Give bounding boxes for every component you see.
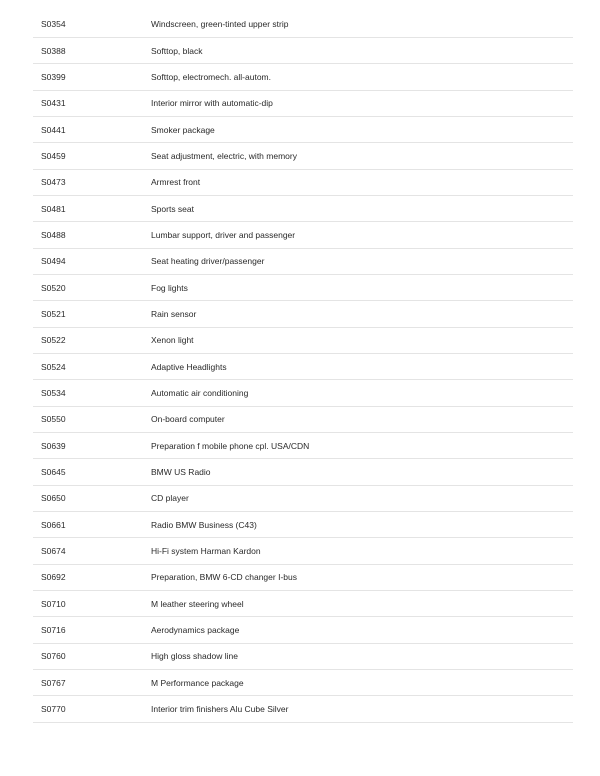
option-code: S0710: [41, 598, 66, 609]
option-code: S0473: [41, 177, 66, 188]
table-row: [33, 327, 573, 353]
option-description: Hi-Fi system Harman Kardon: [151, 546, 261, 557]
table-row: [33, 90, 573, 116]
option-description: Seat adjustment, electric, with memory: [151, 150, 297, 161]
option-code: S0760: [41, 651, 66, 662]
option-code: S0770: [41, 704, 66, 715]
option-code: S0674: [41, 546, 66, 557]
option-description: Aerodynamics package: [151, 625, 240, 636]
option-code: S0716: [41, 625, 66, 636]
option-code: S0431: [41, 98, 66, 109]
option-code: S0767: [41, 677, 66, 688]
table-row: [33, 301, 573, 327]
option-code: S0522: [41, 335, 66, 346]
option-code: S0521: [41, 308, 66, 319]
option-description: High gloss shadow line: [151, 651, 238, 662]
option-code: S0488: [41, 229, 66, 240]
option-description: Armrest front: [151, 177, 201, 188]
table-row: [33, 696, 573, 722]
table-row: [33, 222, 573, 248]
option-code: S0399: [41, 71, 66, 82]
option-code: S0388: [41, 45, 66, 56]
table-row: [33, 670, 573, 696]
table-row: [33, 274, 573, 300]
option-description: Rain sensor: [151, 308, 197, 319]
table-row: [33, 406, 573, 432]
option-description: Sports seat: [151, 203, 194, 214]
option-code: S0481: [41, 203, 66, 214]
option-code: S0639: [41, 440, 66, 451]
option-description: Fog lights: [151, 282, 188, 293]
option-code: S0441: [41, 124, 66, 135]
option-description: Interior mirror with automatic-dip: [151, 98, 273, 109]
table-row: [33, 248, 573, 274]
options-table: [33, 11, 573, 723]
option-description: Lumbar support, driver and passenger: [151, 229, 296, 240]
table-row: [33, 617, 573, 643]
table-row: [33, 643, 573, 669]
table-row: [33, 433, 573, 459]
option-code: S0459: [41, 150, 66, 161]
table-row: [33, 564, 573, 590]
option-code: S0692: [41, 572, 66, 583]
table-row: [33, 512, 573, 538]
table-row: [33, 485, 573, 511]
option-code: S0534: [41, 387, 66, 398]
option-description: M Performance package: [151, 677, 244, 688]
option-description: Xenon light: [151, 335, 194, 346]
option-code: S0494: [41, 256, 66, 267]
options-table-body: [33, 11, 573, 722]
option-description: Automatic air conditioning: [151, 387, 249, 398]
table-row: [33, 591, 573, 617]
table-row: [33, 143, 573, 169]
table-row: [33, 169, 573, 195]
table-row: [33, 380, 573, 406]
option-code: S0645: [41, 467, 66, 478]
option-description: BMW US Radio: [151, 467, 211, 478]
table-row: [33, 37, 573, 63]
option-description: Adaptive Headlights: [151, 361, 227, 372]
option-code: S0354: [41, 18, 66, 29]
table-row: [33, 116, 573, 142]
option-description: Softtop, black: [151, 45, 203, 56]
option-description: Preparation f mobile phone cpl. USA/CDN: [151, 440, 310, 451]
option-description: On-board computer: [151, 414, 225, 425]
table-row: [33, 64, 573, 90]
table-row: [33, 195, 573, 221]
table-row: [33, 353, 573, 379]
option-description: Seat heating driver/passenger: [151, 256, 265, 267]
option-description: Smoker package: [151, 124, 215, 135]
option-description: Preparation, BMW 6-CD changer I-bus: [151, 572, 297, 583]
option-code: S0520: [41, 282, 66, 293]
option-code: S0550: [41, 414, 66, 425]
option-description: Softtop, electromech. all-autom.: [151, 71, 272, 82]
option-code: S0661: [41, 519, 66, 530]
table-row: [33, 459, 573, 485]
table-row: [33, 11, 573, 37]
table-row: [33, 538, 573, 564]
option-code: S0650: [41, 493, 66, 504]
option-description: Interior trim finishers Alu Cube Silver: [151, 704, 289, 715]
option-description: Radio BMW Business (C43): [151, 519, 257, 530]
option-description: CD player: [151, 493, 189, 504]
option-description: Windscreen, green-tinted upper strip: [151, 18, 289, 29]
option-code: S0524: [41, 361, 66, 372]
option-description: M leather steering wheel: [151, 598, 244, 609]
